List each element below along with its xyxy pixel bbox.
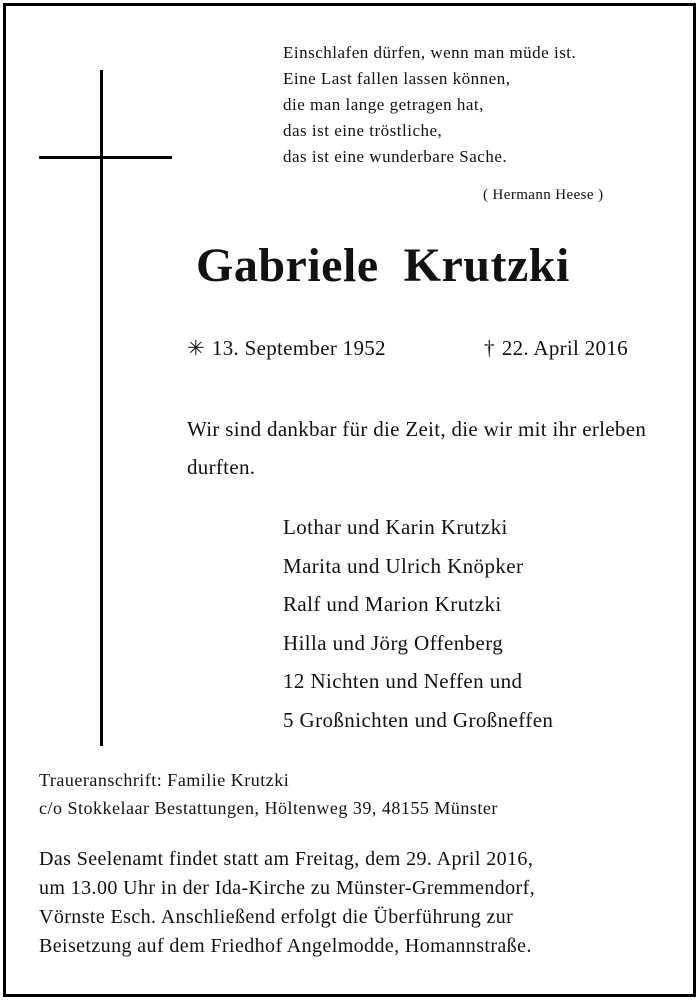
mourner-entry: Lothar und Karin Krutzki — [283, 515, 508, 539]
birth-date — [187, 336, 386, 361]
mourner-entry: Marita und Ulrich Knöpker — [283, 553, 524, 578]
mourner-entry: Hilla und Jörg Offenberg — [283, 630, 504, 655]
death-date — [484, 336, 628, 361]
service-line: Vörnste Esch. Anschließend erfolgt die Überführung zur — [39, 906, 514, 928]
thanks-text: Wir sind dankbar für die Zeit, die wir mit ihr erleben durften. — [187, 417, 647, 479]
mourners-list — [283, 508, 553, 739]
poem-line: die man lange getragen hat, — [283, 95, 484, 114]
poem-line: das ist eine wunderbare Sache. — [283, 147, 508, 166]
service-line: um 13.00 Uhr in der Ida-Kirche zu Münster-Gremmendorf, — [39, 877, 536, 899]
birth-date-text: 13. September 1952 — [211, 336, 386, 360]
service-line: Das Seelenamt findet statt am Freitag, dem 29. April 2016, — [39, 848, 534, 870]
poem-line: das ist eine tröstliche, — [283, 121, 443, 140]
death-dagger-icon: † — [484, 336, 495, 360]
deceased-name: Gabriele Krutzki — [196, 239, 570, 292]
mourner-entry: 12 Nichten und Neffen und — [283, 669, 523, 693]
poem — [283, 40, 673, 170]
mourner-entry: 5 Großnichten und Großneffen — [283, 707, 554, 732]
death-date-text: 22. April 2016 — [501, 336, 628, 360]
mourner-entry: Ralf und Marion Krutzki — [283, 592, 502, 616]
poem-author: ( Hermann Heese ) — [483, 187, 604, 203]
cross-vertical-bar — [100, 70, 103, 746]
cross-horizontal-bar — [39, 156, 172, 159]
address-line: Traueranschrift: Familie Krutzki — [39, 770, 290, 790]
poem-line: Einschlafen dürfen, wenn man müde ist. — [283, 43, 577, 62]
address-line: c/o Stokkelaar Bestattungen, Höltenweg 39, 48155 Münster — [39, 798, 498, 818]
birth-star-icon: ✳ — [187, 336, 205, 360]
service-info — [39, 845, 535, 961]
poem-line: Eine Last fallen lassen können, — [283, 69, 511, 88]
service-line: Beisetzung auf dem Friedhof Angelmodde, Homannstraße. — [39, 935, 532, 957]
mourning-address — [39, 766, 498, 822]
